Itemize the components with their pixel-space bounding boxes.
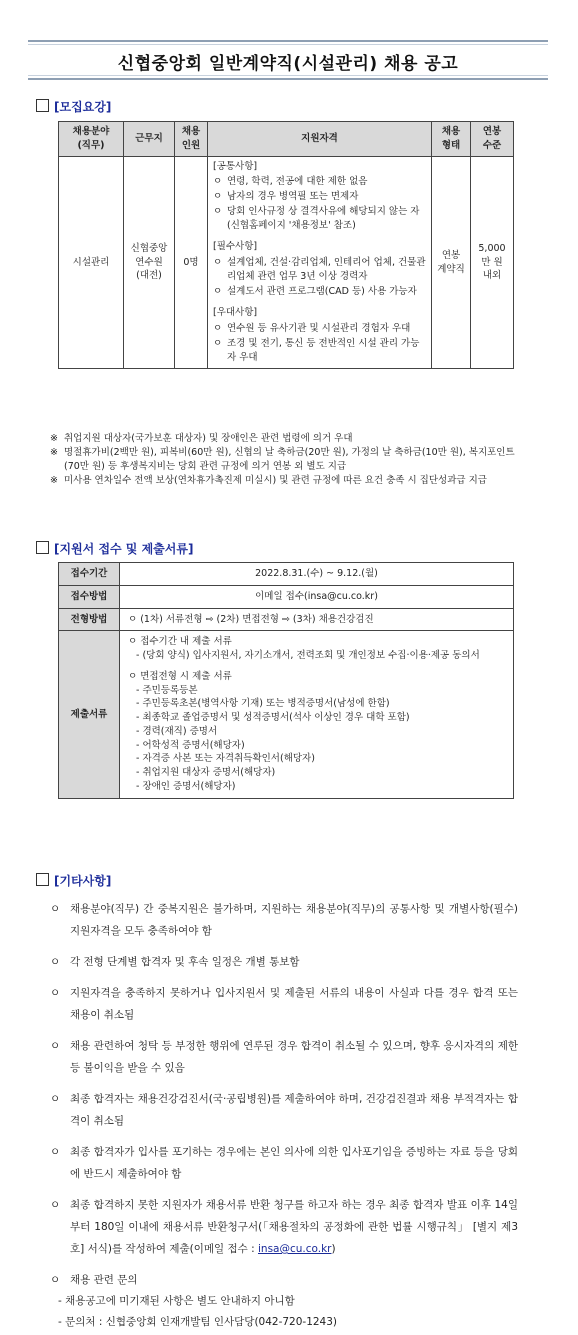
checkbox-square-icon [36,541,49,554]
recruit-table [58,121,514,369]
misc-list [50,898,518,1333]
recruit-table-header [59,122,514,157]
method-label: 접수방법 [59,585,120,608]
list-item: - 취업지원 대상자 증명서(해당자) [136,767,276,779]
section-misc-heading: [기타사항] [36,872,111,889]
docs-label: 제출서류 [59,631,120,798]
header-salary: 연봉 수준 [471,122,514,157]
circle-bullet-icon: ㅇ [50,1040,61,1052]
circle-bullet-icon: ㅇ [213,205,223,217]
table-row [59,608,514,631]
notes [50,432,516,488]
list-item: - 경력(재직) 증명서 [136,725,218,737]
list-item: ㅇ 최종 합격자가 입사를 포기하는 경우에는 본인 의사에 의한 입사포기임을 증빙하는 자료 등을 당회에 반드시 제출하여야 함 [50,1141,518,1185]
checkbox-square-icon [36,99,49,112]
list-item: - 주민등록등본 [136,684,198,696]
header-count: 채용 인원 [175,122,208,157]
list-item-inquiry: ㅇ 채용 관련 문의 [50,1269,518,1291]
qual-group-required [213,240,426,298]
list-item: ㅇ 남자의 경우 병역필 또는 면제자 [213,191,359,203]
list-item: - 자격증 사본 또는 자격취득확인서(해당자) [136,753,315,765]
list-item: - 어학성적 증명서(해당자) [136,739,245,751]
list-item: - 주민등록초본(병역사항 기재) 또는 병적증명서(남성에 한함) [136,698,390,710]
checkbox-square-icon [36,873,49,886]
reference-mark-icon: ※ [50,447,58,459]
docs-heading: ㅇ 접수기간 내 제출 서류 [128,636,232,648]
note-item: ※ 명절휴가비(2백만 원), 피복비(60만 원), 신협의 날 축하금(20만 원), 가정의 날 축하금(10만 원), 복지포인트(70만 원) 등 후생복지비는 당회 관련 규정에 의거 연봉 외 별도 지급 [50,447,515,472]
docs-value [120,631,514,798]
list-item: ㅇ 최종 합격자는 채용건강검진서(국·공립병원)를 제출하여야 하며, 건강검진결과 채용 부적격자는 합격이 취소됨 [50,1088,518,1132]
list-item: - 채용공고에 미기재된 사항은 별도 안내하지 아니함 [58,1295,295,1307]
header-location: 근무지 [124,122,175,157]
circle-bullet-icon: ㅇ [50,1093,61,1105]
list-item: - 문의처 : 신협중앙회 인재개발팀 인사담당(042-720-1243) [58,1316,338,1328]
section-apply-heading: [지원서 접수 및 제출서류] [36,540,193,557]
circle-bullet-icon: ㅇ [213,176,223,188]
period-value: 2022.8.31.(수) ~ 9.12.(월) [120,563,514,586]
title-rule-top [28,40,548,42]
circle-bullet-icon: ㅇ [50,1146,61,1158]
docs-group-application [128,635,505,663]
note-item: ※ 취업지원 대상자(국가보훈 대상자) 및 장애인은 관련 법령에 의거 우대 [50,433,353,444]
table-row [59,563,514,586]
inquiry-details [50,1291,518,1333]
circle-bullet-icon: ㅇ [213,285,223,297]
circle-bullet-icon: ㅇ [50,987,61,999]
reference-mark-icon: ※ [50,433,58,444]
list-item: ㅇ 설계도서 관련 프로그램(CAD 등) 사용 가능자 [213,285,417,297]
qual-heading: [공통사항] [213,160,258,172]
period-label: 접수기간 [59,563,120,586]
list-item: - (당회 양식) 입사지원서, 자기소개서, 전력조회 및 개인정보 수집·이용·제공 동의서 [136,650,480,662]
header-type: 채용 형태 [432,122,471,157]
title-rule-bottom [28,78,548,80]
table-row [59,585,514,608]
list-item-refund: ㅇ 최종 합격하지 못한 지원자가 채용서류 반환 청구를 하고자 하는 경우 최종 합격자 발표 이후 14일부터 180일 이내에 채용서류 반환청구서(「채용절차의 공정화에 관한 법률 시행규칙」 [별지 제3호] 서식)를 작성하여 제출(이메일 접수 : insa@cu.co.kr) [50,1194,518,1260]
cell-count: 0명 [175,156,208,369]
process-value: ㅇ (1차) 서류전형 ⇨ (2차) 면접전형 ⇨ (3차) 채용건강검진 [120,608,514,631]
list-item: ㅇ 채용 관련하여 청탁 등 부정한 행위에 연루된 경우 합격이 취소될 수 있으며, 향후 응시자격의 제한 등 불이익을 받을 수 있음 [50,1035,518,1079]
list-item: ㅇ 채용분야(직무) 간 중복지원은 불가하며, 지원하는 채용분야(직무)의 공통사항 및 개별사항(필수) 지원자격을 모두 충족하여야 함 [50,898,518,942]
list-item: - 장애인 증명서(해당자) [136,780,236,792]
cell-location: 신협중앙 연수원 (대전) [124,156,175,369]
cell-salary: 5,000 만 원 내외 [471,156,514,369]
section-recruit-heading: [모집요강] [36,98,111,115]
title-banner [28,40,548,80]
list-item: ㅇ 연수원 등 유사기관 및 시설관리 경험자 우대 [213,323,411,335]
circle-bullet-icon: ㅇ [213,191,223,203]
list-item: ㅇ 지원자격을 충족하지 못하거나 입사지원서 및 제출된 서류의 내용이 사실과 다를 경우 합격 또는 채용이 취소됨 [50,982,518,1026]
circle-bullet-icon: ㅇ [50,1274,61,1286]
circle-bullet-icon: ㅇ [213,323,223,335]
circle-bullet-icon: ㅇ [50,903,61,915]
cell-type: 연봉 계약직 [432,156,471,369]
list-item: ㅇ 연령, 학력, 전공에 대한 제한 없음 [213,176,368,188]
list-item: ㅇ 각 전형 단계별 합격자 및 후속 일정은 개별 통보함 [50,951,518,973]
list-item: ㅇ 설계업체, 건설·감리업체, 인테리어 업체, 건물관리업체 관련 업무 3년 이상 경력자 [213,257,426,282]
header-field: 채용분야 (직무) [59,122,124,157]
table-row [59,631,514,798]
email-link[interactable]: insa@cu.co.kr [258,1243,332,1255]
circle-bullet-icon: ㅇ [50,956,61,968]
cell-qualifications [208,156,432,369]
docs-heading: ㅇ 면접전형 시 제출 서류 [128,670,232,682]
circle-bullet-icon: ㅇ [50,1199,61,1211]
header-qualification: 지원자격 [208,122,432,157]
circle-bullet-icon: ㅇ [213,337,223,349]
qual-heading: [우대사항] [213,307,258,319]
table-row [59,156,514,369]
circle-bullet-icon: ㅇ [213,257,223,269]
docs-group-interview [128,670,505,794]
page-title: 신협중앙회 일반계약직(시설관리) 채용 공고 [117,54,459,74]
note-item: ※ 미사용 연차일수 전액 보상(연차휴가촉진제 미실시) 및 관련 규정에 따른 요건 충족 시 집단성과급 지급 [50,474,487,486]
list-item: - 최종학교 졸업증명서 및 성적증명서(석사 이상인 경우 대학 포함) [136,712,410,724]
reference-mark-icon: ※ [50,474,58,486]
apply-table [58,562,514,799]
list-item: ㅇ 조경 및 전기, 통신 등 전반적인 시설 관리 가능자 우대 [213,337,420,363]
process-label: 전형방법 [59,608,120,631]
cell-field: 시설관리 [59,156,124,369]
list-item: ㅇ 당회 인사규정 상 결격사유에 해당되지 않는 자(신협홈페이지 '채용정보' 참조) [213,205,420,231]
qual-group-common [213,160,426,233]
qual-heading: [필수사항] [213,241,258,253]
method-value: 이메일 접수(insa@cu.co.kr) [120,585,514,608]
qual-group-preferred [213,306,426,364]
